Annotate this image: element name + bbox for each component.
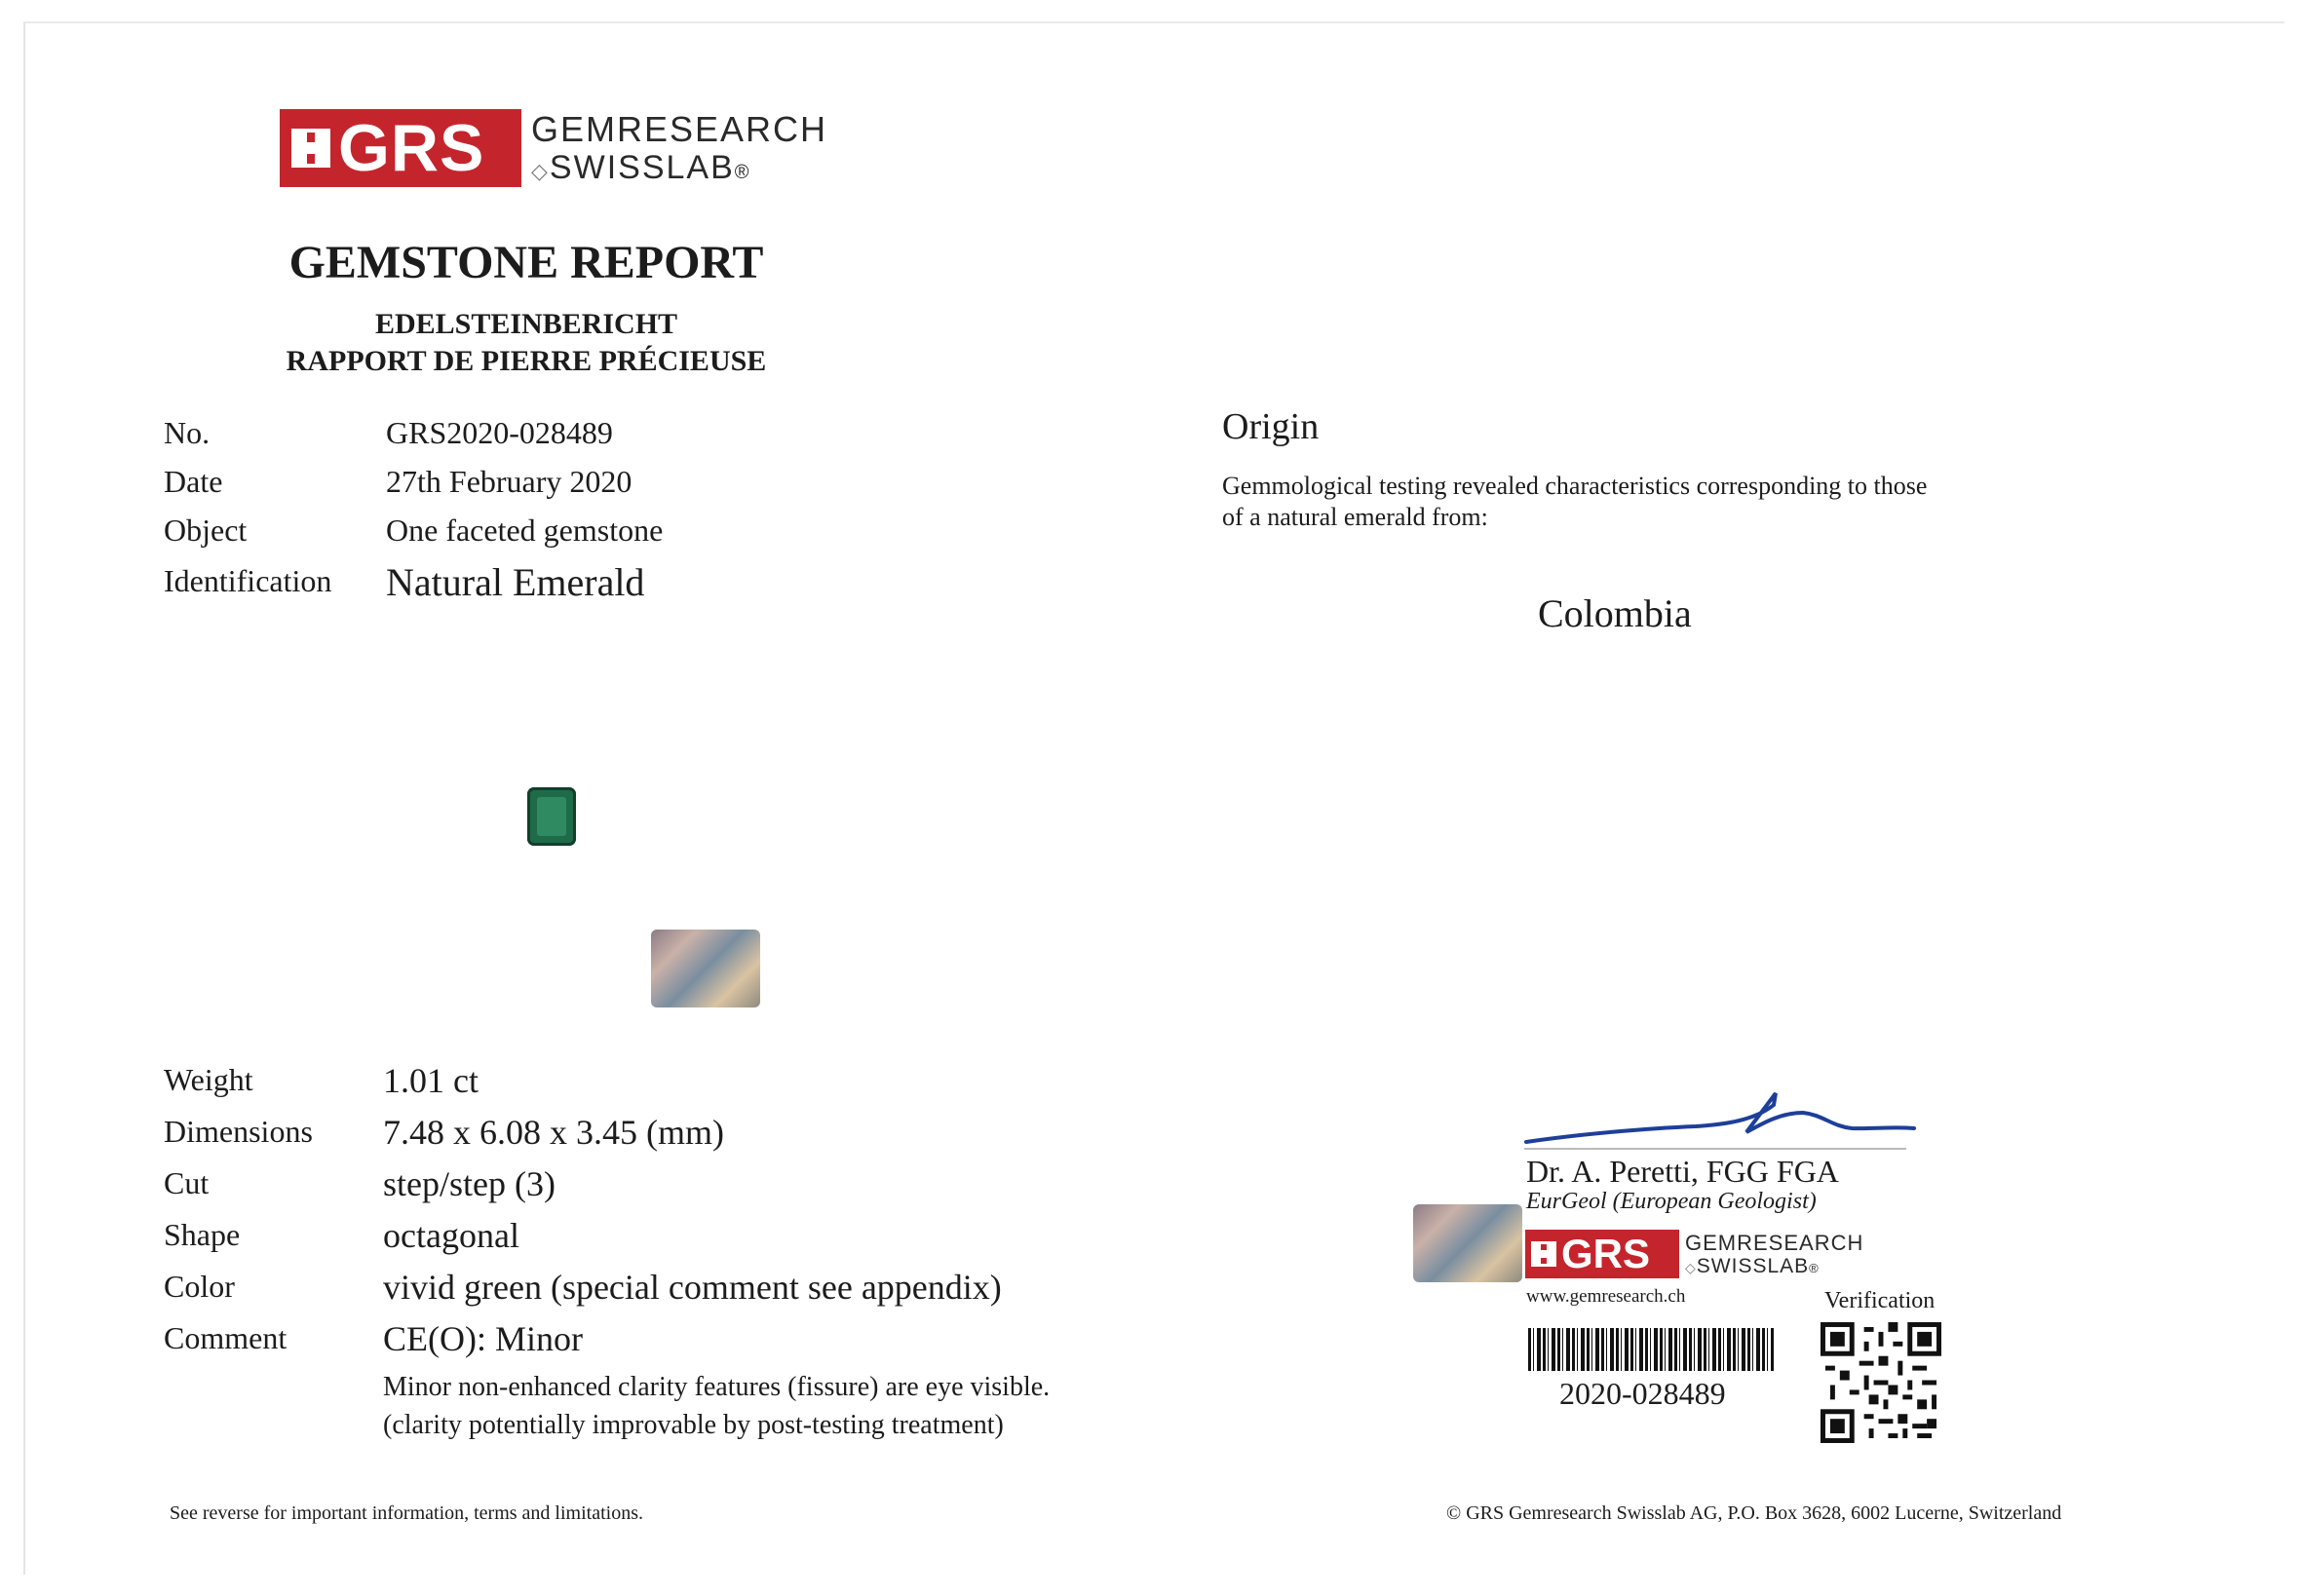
diamond-icon: ◇ [1685, 1259, 1697, 1275]
grs-logo-small-line1: GEMRESEARCH [1685, 1230, 1864, 1255]
website-link[interactable]: www.gemresearch.ch [1526, 1286, 1686, 1307]
signatory-title: EurGeol (European Geologist) [1526, 1189, 1817, 1214]
date-label: Date [164, 464, 223, 499]
object-label: Object [164, 513, 248, 548]
shape-label: Shape [164, 1217, 241, 1252]
dimensions-label: Dimensions [164, 1114, 313, 1149]
date-value: 27th February 2020 [386, 464, 632, 499]
cut-value: step/step (3) [383, 1164, 556, 1203]
hologram-sticker-2 [1413, 1204, 1522, 1282]
origin-heading: Origin [1222, 406, 1320, 447]
origin-country: Colombia [1538, 591, 1692, 635]
hologram-sticker [651, 930, 760, 1007]
dimensions-value: 7.48 x 6.08 x 3.45 (mm) [383, 1113, 724, 1152]
swiss-cross-icon [291, 129, 330, 168]
signature [1520, 1083, 1920, 1152]
identification-value: Natural Emerald [386, 560, 645, 604]
grs-logo-small: GRS GEMRESEARCH ◇SWISSLAB® [1525, 1230, 1863, 1278]
identification-label: Identification [164, 563, 332, 598]
grs-logo-small-line2: SWISSLAB [1696, 1254, 1810, 1277]
signatory-name: Dr. A. Peretti, FGG FGA [1526, 1154, 1839, 1189]
report-title-french: RAPPORT DE PIERRE PRÉCIEUSE [286, 345, 767, 377]
emerald-photo [527, 787, 576, 846]
grs-logo: GRS GEMRESEARCH ◇SWISSLAB® [280, 109, 827, 187]
no-label: No. [164, 415, 211, 450]
diamond-icon: ◇ [531, 159, 550, 183]
shape-value: octagonal [383, 1216, 519, 1255]
weight-label: Weight [164, 1062, 253, 1097]
qr-code[interactable] [1821, 1322, 1941, 1443]
grs-logo-line1: GEMRESEARCH [531, 109, 828, 149]
grs-logo-mark: GRS [338, 111, 485, 185]
comment-note-1: Minor non-enhanced clarity features (fissure) are eye visible. [383, 1372, 1051, 1402]
verification-label: Verification [1824, 1288, 1936, 1313]
comment-label: Comment [164, 1320, 288, 1355]
cut-label: Cut [164, 1165, 210, 1200]
color-label: Color [164, 1269, 235, 1304]
object-value: One faceted gemstone [386, 513, 664, 548]
swiss-cross-icon [1531, 1241, 1556, 1267]
barcode-number: 2020-028489 [1559, 1376, 1726, 1411]
color-value: vivid green (special comment see appendix) [383, 1268, 1002, 1307]
grs-logo-line2: SWISSLAB [549, 149, 735, 186]
signature-line [1524, 1148, 1906, 1150]
no-value: GRS2020-028489 [386, 415, 613, 450]
barcode [1528, 1328, 1774, 1371]
origin-text-1: Gemmological testing revealed characteristics corresponding to those [1222, 472, 1928, 500]
grs-logo-mark-small: GRS [1561, 1231, 1651, 1276]
report-title-german: EDELSTEINBERICHT [374, 308, 678, 340]
origin-text-2: of a natural emerald from: [1222, 503, 1488, 531]
comment-value: CE(O): Minor [383, 1319, 583, 1358]
weight-value: 1.01 ct [383, 1061, 479, 1100]
footer-left: See reverse for important information, terms and limitations. [170, 1502, 643, 1524]
report-title: GEMSTONE REPORT [288, 237, 764, 288]
footer-right: © GRS Gemresearch Swisslab AG, P.O. Box 3628, 6002 Lucerne, Switzerland [1446, 1502, 2062, 1524]
comment-note-2: (clarity potentially improvable by post-testing treatment) [383, 1410, 1004, 1440]
